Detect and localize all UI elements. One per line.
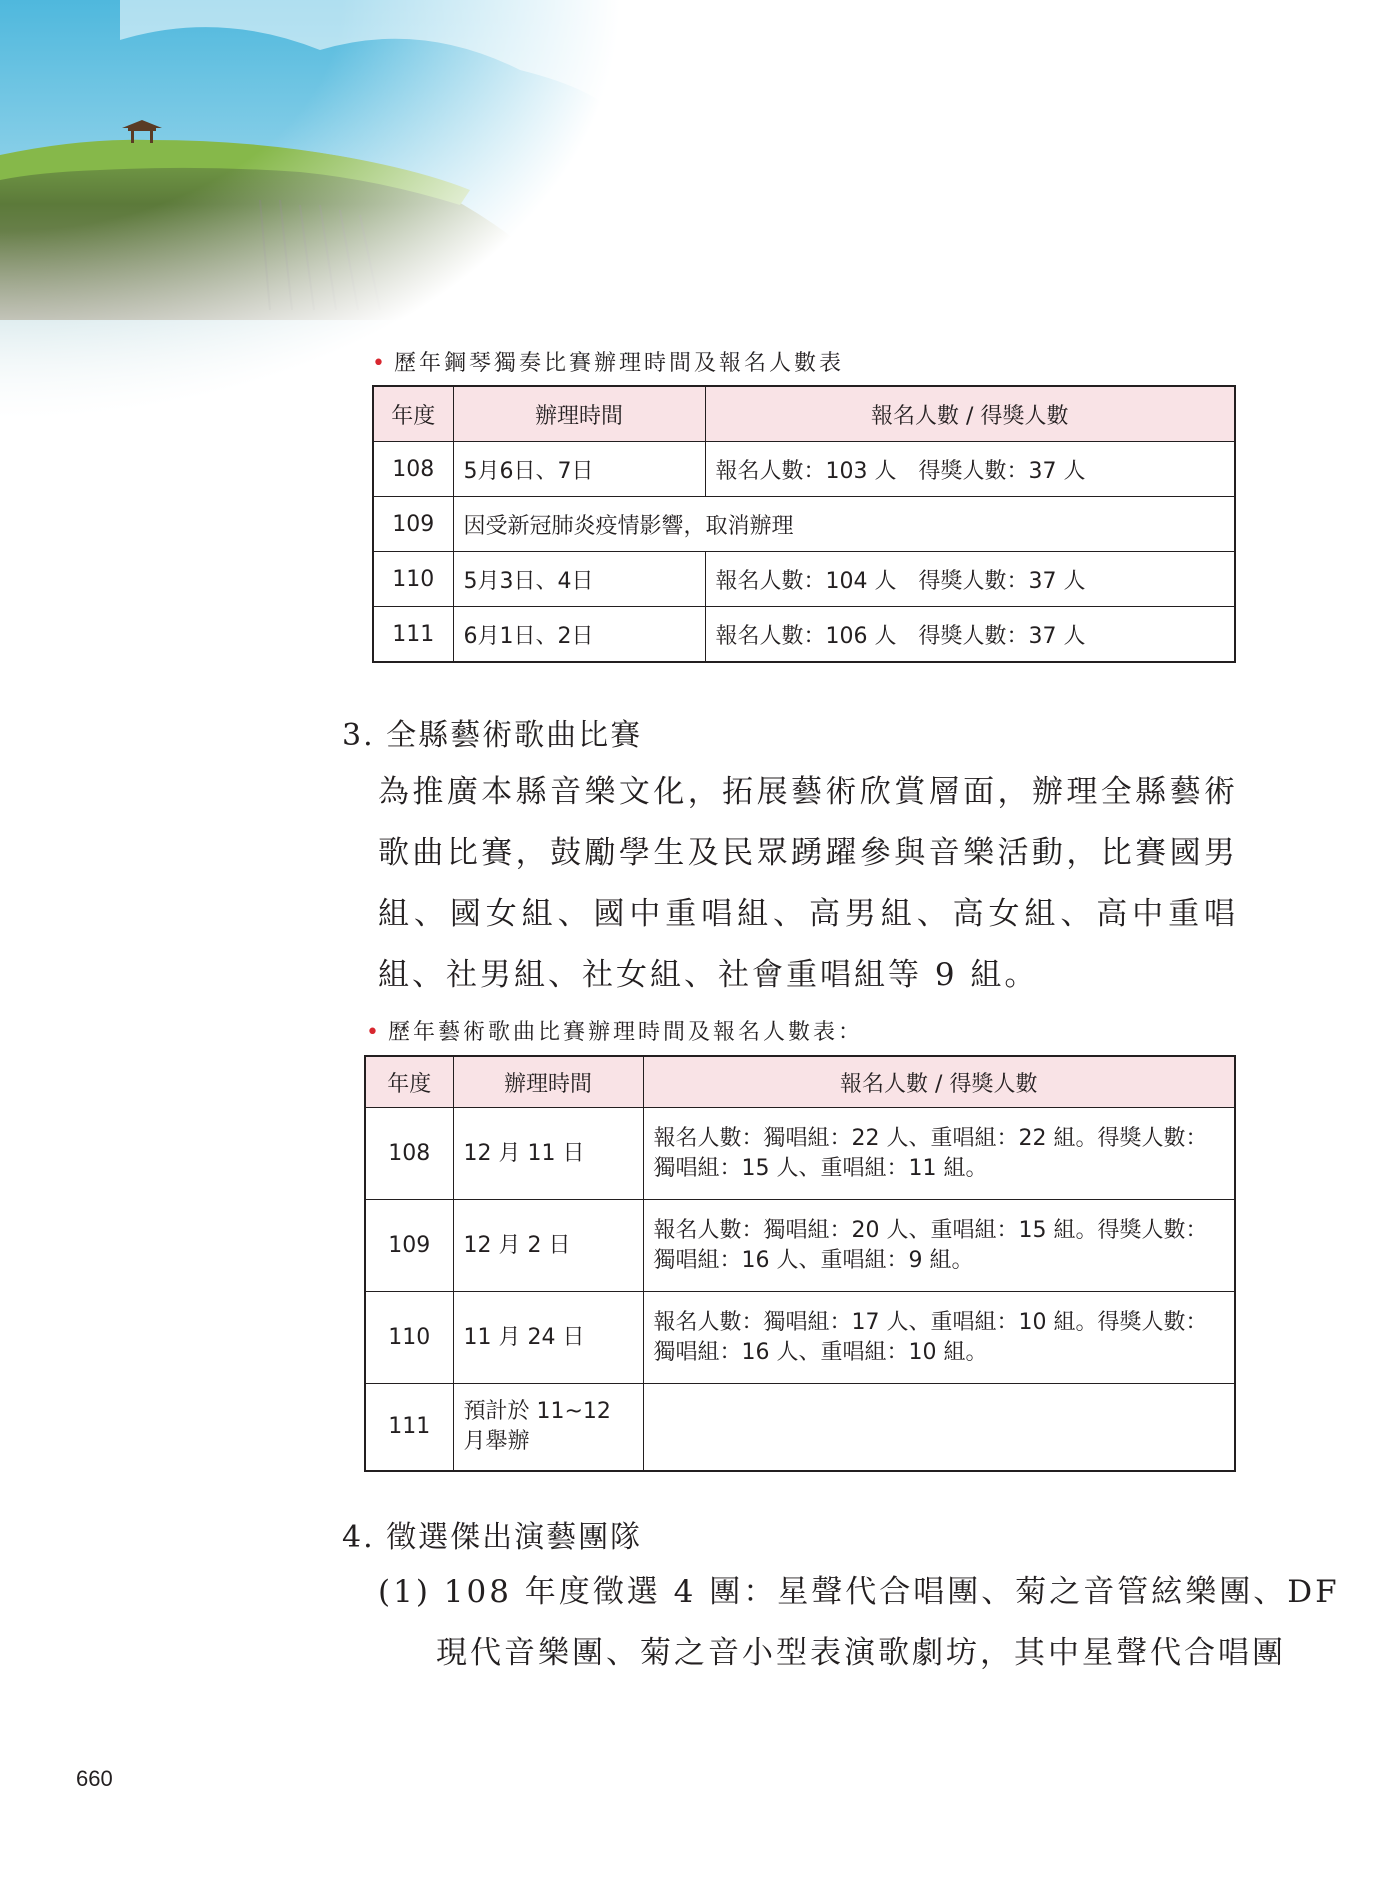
cell-counts bbox=[643, 1384, 1235, 1472]
cell-date bbox=[453, 1384, 643, 1472]
counts-line: 報名人數：獨唱組：22 人、重唱組：22 組。得獎人數： bbox=[653, 1125, 1208, 1151]
cell-year: 109 bbox=[365, 1200, 453, 1292]
art-song-competition-table bbox=[364, 1055, 1236, 1472]
table-row bbox=[373, 442, 1235, 497]
header-counts: 報名人數 / 得獎人數 bbox=[705, 386, 1235, 442]
table-row bbox=[365, 1384, 1235, 1472]
table-header-row bbox=[373, 386, 1235, 442]
cell-date: 11 月 24 日 bbox=[453, 1292, 643, 1384]
counts-line: 報名人數：獨唱組：17 人、重唱組：10 組。得獎人數： bbox=[653, 1309, 1208, 1335]
date-line: 預計於 11~12 bbox=[463, 1399, 611, 1424]
section4-item1-line2: 現代音樂團、菊之音小型表演歌劇坊，其中星聲代合唱團 bbox=[436, 1635, 1286, 1671]
table-row bbox=[365, 1200, 1235, 1292]
section4-heading: 4. 徵選傑出演藝團隊 bbox=[342, 1520, 643, 1555]
cell-date: 12 月 2 日 bbox=[453, 1200, 643, 1292]
table2-caption: • 歷年藝術歌曲比賽辦理時間及報名人數表： bbox=[366, 1020, 863, 1045]
piano-competition-table bbox=[372, 385, 1236, 663]
table-header-row bbox=[365, 1056, 1235, 1108]
cell-note: 因受新冠肺炎疫情影響，取消辦理 bbox=[453, 497, 1235, 552]
header-date: 辦理時間 bbox=[453, 386, 705, 442]
header-year: 年度 bbox=[373, 386, 453, 442]
table-row bbox=[365, 1108, 1235, 1200]
cell-counts: 報名人數：106 人 得獎人數：37 人 bbox=[705, 607, 1235, 663]
section3-paragraph: 為推廣本縣音樂文化，拓展藝術欣賞層面，辦理全縣藝術歌曲比賽，鼓勵學生及民眾踴躍參與音樂活動，比賽國男組、國女組、國中重唱組、高男組、高女組、高中重唱組、社男組、社女組、社會重唱組等 9 組。 bbox=[378, 774, 1238, 993]
bullet-icon: • bbox=[366, 1020, 382, 1045]
cell-year: 111 bbox=[373, 607, 453, 663]
cell-date: 5月6日、7日 bbox=[453, 442, 705, 497]
cell-date: 6月1日、2日 bbox=[453, 607, 705, 663]
bullet-icon: • bbox=[372, 351, 388, 376]
cell-counts: 報名人數：103 人 得獎人數：37 人 bbox=[705, 442, 1235, 497]
cell-counts bbox=[643, 1292, 1235, 1384]
header-date: 辦理時間 bbox=[453, 1056, 643, 1108]
header-counts: 報名人數 / 得獎人數 bbox=[643, 1056, 1235, 1108]
table-row bbox=[373, 607, 1235, 663]
table-row bbox=[373, 552, 1235, 607]
counts-line: 獨唱組：16 人、重唱組：10 組。 bbox=[653, 1339, 988, 1365]
cell-year: 110 bbox=[373, 552, 453, 607]
cell-date: 12 月 11 日 bbox=[453, 1108, 643, 1200]
date-line: 月舉辦 bbox=[463, 1429, 530, 1454]
cell-year: 108 bbox=[373, 442, 453, 497]
cell-year: 110 bbox=[365, 1292, 453, 1384]
table-row bbox=[373, 497, 1235, 552]
cell-year: 111 bbox=[365, 1384, 453, 1472]
cell-counts bbox=[643, 1108, 1235, 1200]
header-year: 年度 bbox=[365, 1056, 453, 1108]
cell-year: 108 bbox=[365, 1108, 453, 1200]
page-number: 660 bbox=[76, 1766, 113, 1791]
counts-line: 報名人數：獨唱組：20 人、重唱組：15 組。得獎人數： bbox=[653, 1217, 1208, 1243]
counts-line: 獨唱組：15 人、重唱組：11 組。 bbox=[653, 1155, 988, 1181]
section4-item1-line1: (1) 108 年度徵選 4 團：星聲代合唱團、菊之音管絃樂團、DF bbox=[378, 1574, 1340, 1610]
table1-caption: • 歷年鋼琴獨奏比賽辦理時間及報名人數表 bbox=[372, 351, 844, 376]
table-row bbox=[365, 1292, 1235, 1384]
section3-heading: 3. 全縣藝術歌曲比賽 bbox=[342, 718, 643, 753]
cell-year: 109 bbox=[373, 497, 453, 552]
cell-counts bbox=[643, 1200, 1235, 1292]
cell-date: 5月3日、4日 bbox=[453, 552, 705, 607]
counts-line: 獨唱組：16 人、重唱組：9 組。 bbox=[653, 1247, 974, 1273]
cell-counts: 報名人數：104 人 得獎人數：37 人 bbox=[705, 552, 1235, 607]
